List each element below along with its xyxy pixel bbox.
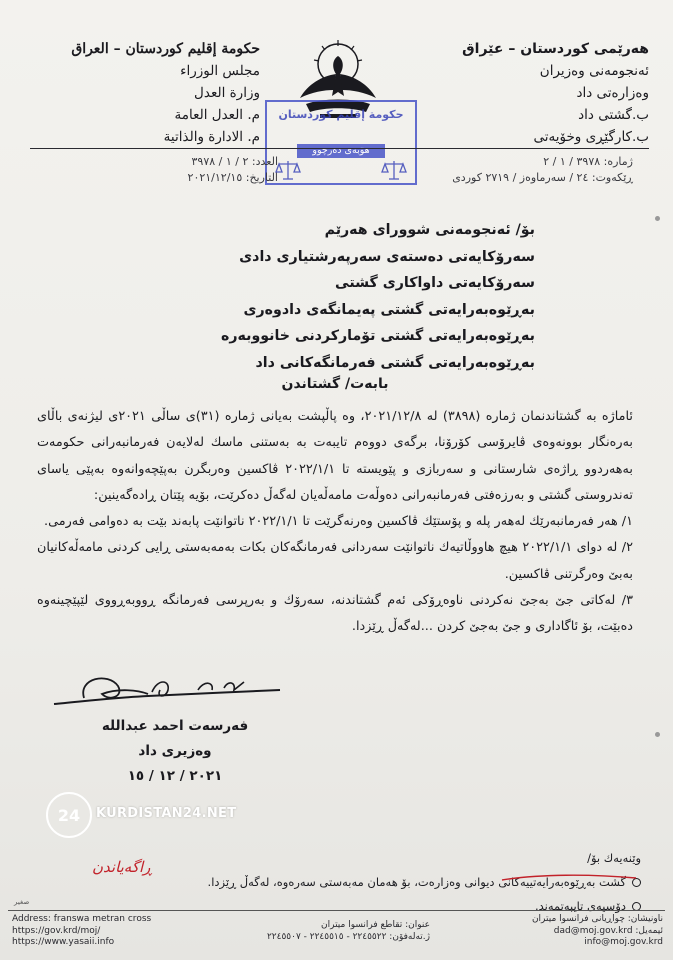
recipient: بەڕێوەبەرایەتی گشتی پەیمانگەی دادوەری: [243, 301, 535, 318]
signatory-name: فەرسەت احمد عبدالله: [101, 718, 249, 734]
header-kurdish-line: هەرێمی كوردستان – عێراق: [462, 41, 649, 57]
stamp-bottom-text: هۆبەی دەرچوو: [297, 144, 385, 158]
header-divider: [30, 148, 649, 149]
footer-address-ar: عنوان: تقاطع فرانسوا ميتران: [321, 920, 430, 930]
reference-kurdish: [433, 154, 633, 186]
header-arabic-line: حكومة إقليم كوردستان – العراق: [71, 41, 260, 57]
footer-right: [483, 914, 663, 949]
footer-link[interactable]: https://www.yasaii.info: [12, 937, 115, 947]
date-label-arabic: التاريخ:: [245, 171, 278, 184]
header-kurdish: [449, 38, 649, 148]
recipient: بەڕێوەبەرایەتی گشتی فەرمانگەكانی داد: [255, 354, 535, 371]
scales-icon: [381, 158, 407, 182]
signature-scribble: [48, 668, 288, 718]
kurdistan24-watermark: [46, 792, 266, 838]
reference-label-arabic: العدد:: [251, 155, 278, 168]
recipient: بەڕێوەبەرایەتی گشتی تۆماركردنی خانووبەرە: [220, 328, 535, 344]
header-kurdish-line: ب.گشتی داد: [578, 107, 649, 123]
footer-link[interactable]: https://gov.krd/moj/: [12, 925, 101, 936]
header-kurdish-line: وەزارەتی داد: [576, 85, 649, 101]
outgoing-stamp: [265, 100, 417, 185]
kurdistan24-logo-icon: 24: [46, 792, 92, 838]
date-arabic: ٢٠٢١/١٢/١٥: [187, 171, 243, 184]
header-arabic: [60, 38, 260, 148]
header-arabic-line: م. الادارة والذاتية: [163, 129, 260, 145]
reference-number-arabic: ٢ / ١ / ٣٩٧٨: [191, 155, 249, 168]
red-underline: [500, 870, 640, 884]
footer-phone: ژ.تەلەفۆن: ٢٢٤٥٥٢٢ - ٢٢٤٥٥١٥ - ٢٢٤٥٥٠٧: [266, 931, 430, 942]
recipient: بۆ/ ئەنجومەنی شووراى هەرێم: [324, 222, 535, 238]
date-kurdish: ڕێكەوت: ٢٤ / سەرماوەز / ٢٧١٩ كوردی: [452, 171, 633, 184]
footer-email[interactable]: ئیمەیل: dad@moj.gov.krd: [553, 925, 663, 936]
cc-heading: وێنەیەك بۆ/: [587, 851, 641, 865]
cc-item-text: دۆسیەی تایبەتمەند.: [534, 899, 626, 913]
footer-address-ku: ناونیشان: چواڕیانی فرانسوا میتران: [531, 914, 663, 924]
recipient: سەرۆكایەتی دەستەی سەرپەرشتیاری دادی: [239, 248, 535, 265]
signatory-title: وەزیری داد: [138, 743, 212, 759]
header-arabic-line: وزارة العدل: [194, 85, 260, 101]
header-kurdish-line: ب.كارگێڕی وخۆیەتی: [533, 129, 649, 145]
signatory: [100, 714, 250, 789]
footer-divider: [8, 910, 665, 911]
stamp-top-text: حكومة إقليم كوردستان: [278, 108, 404, 121]
footer-address-en: Address: franswa metran cross: [12, 914, 152, 924]
footer-tiny-label: صغير: [14, 898, 30, 906]
punch-hole-icon: [655, 732, 660, 737]
subject-line: بابەت/ گشتاندن: [281, 376, 389, 392]
footer-middle: [230, 920, 430, 943]
recipients-list: [175, 217, 535, 376]
footer-left: [12, 914, 182, 949]
signature-date: ٢٠٢١ / ١٢ / ١٥: [127, 768, 223, 784]
reference-number-kurdish: ژمارە: ٣٩٧٨ / ١ / ٢: [543, 155, 633, 168]
reference-arabic: [128, 154, 278, 186]
header-kurdish-line: ئەنجومەنی وەزیران: [539, 63, 649, 79]
watermark-text: KURDISTAN24.NET: [96, 806, 237, 821]
recipient: سەرۆكایەتی داواكاری گشتی: [334, 275, 535, 291]
body-item-3: ٣/ لەكاتی جێ بەجێ نەكردنی ناوەڕۆكی ئەم گشتاندنە، سەرۆك و بەرپرسی فەرمانگە ڕووبەڕووی لێپێچینەوە دەبێت، بۆ ئاگاداری و جێ بەجێ كردن ...لەگەڵ ڕێزدا.: [37, 593, 633, 635]
handwritten-note: ڕاگەیاندن: [92, 858, 153, 876]
cc-item-text: گشت بەڕێوەبەرایەتییەكانی دیوانی وەزارەت، بۆ هەمان مەبەستی سەرەوە، لەگەڵ ڕێزدا.: [207, 875, 626, 889]
letter-body: [37, 404, 633, 641]
header-arabic-line: مجلس الوزراء: [180, 63, 260, 79]
body-intro: ئاماژە بە گشتاندنمان ژمارە (٣٨٩٨) لە ٢٠٢١/١٢/٨، وە پاڵپشت بەیانی ژمارە (٣١)ی ساڵی ٢٠٢١ی لیژنەی باڵای بەرەنگار بوونەوەی ڤایرۆسی كۆرۆنا، برگەی دووەم تایبەت بە بەستنی ماسك لەلایەن فەرمانبەرانی حكومەت بەهەردوو ڕاژەی شارستانی و سەربازی و پێویستە تا ٢٠٢٢/١/١ ڤاكسین وەربگرن بەپێچەوانەوە بەپێی یاسای تەندروستی گشتی و بەرزەفتی فەرمانبەرانی دەوڵەت مامەڵەیان لەگەڵ دەكرێت، بۆیە پێتان ڕادەگەینین:: [37, 409, 633, 503]
scales-icon: [275, 158, 301, 182]
header-arabic-line: م. العدل العامة: [174, 107, 260, 123]
footer-email[interactable]: info@moj.gov.krd: [584, 937, 663, 947]
punch-hole-icon: [655, 216, 660, 221]
body-item-1: ١/ هەر فەرمانبەرێك لەهەر پلە و پۆستێك ڤاكسین وەرنەگرێت تا ٢٠٢٢/١/١ ناتوانێت پابەند بێت بە دەوامی فەرمی.: [44, 514, 633, 530]
body-item-2: ٢/ لە دوای ٢٠٢٢/١/١ هیچ هاووڵاتیەك ناتوانێت سەردانی فەرمانگەكان بكات بەمەبەستی ڕایی كردنی مامەڵەكانیان بەبێ وەرگرتنی ڤاكسین.: [37, 540, 633, 582]
